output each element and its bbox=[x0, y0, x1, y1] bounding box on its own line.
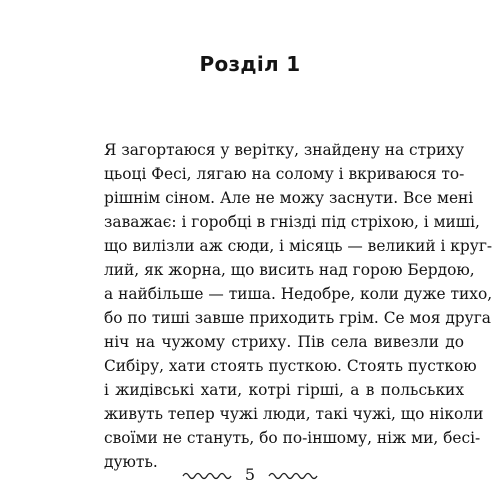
page-number: 5 bbox=[244, 465, 256, 484]
text-line: рішнім сіном. Але не можу заснути. Все мені bbox=[104, 189, 474, 207]
text-line: бо по тиші завше приходить грім. Се моя друга bbox=[104, 309, 491, 327]
text-line: своїми не стануть, бо по-іншому, ніж ми, бесі- bbox=[104, 429, 481, 447]
wave-ornament-icon bbox=[181, 469, 233, 481]
chapter-title: Розділ 1 bbox=[199, 52, 301, 76]
text-line: заважає: і горобці в гнізді під стріхою, і миші, bbox=[104, 213, 480, 231]
text-line: ніч на чужому стриху. Пів села вивезли до bbox=[104, 333, 464, 351]
text-line: а найбільше — тиша. Недобре, коли дуже тихо, bbox=[104, 285, 493, 303]
body-paragraph bbox=[104, 138, 493, 474]
text-line: і жидівські хати, котрі гірші, а в польських bbox=[104, 381, 464, 399]
text-line: цьоці Фесі, лягаю на солому і вкриваюся то- bbox=[104, 165, 465, 183]
text-line: живуть тепер чужі люди, такі чужі, що ніколи bbox=[104, 405, 484, 423]
wave-ornament-icon bbox=[267, 469, 319, 481]
page-footer bbox=[0, 460, 500, 490]
text-line: Сибіру, хати стоять пусткою. Стоять пусткою bbox=[104, 357, 477, 375]
text-line: що вилізли аж сюди, і місяць — великий і круг- bbox=[104, 237, 493, 255]
text-line: дують. bbox=[104, 453, 158, 471]
text-line: Я загортаюся у верітку, знайдену на стриху bbox=[104, 141, 465, 159]
text-line: лий, як жорна, що висить над горою Бердою, bbox=[104, 261, 475, 279]
